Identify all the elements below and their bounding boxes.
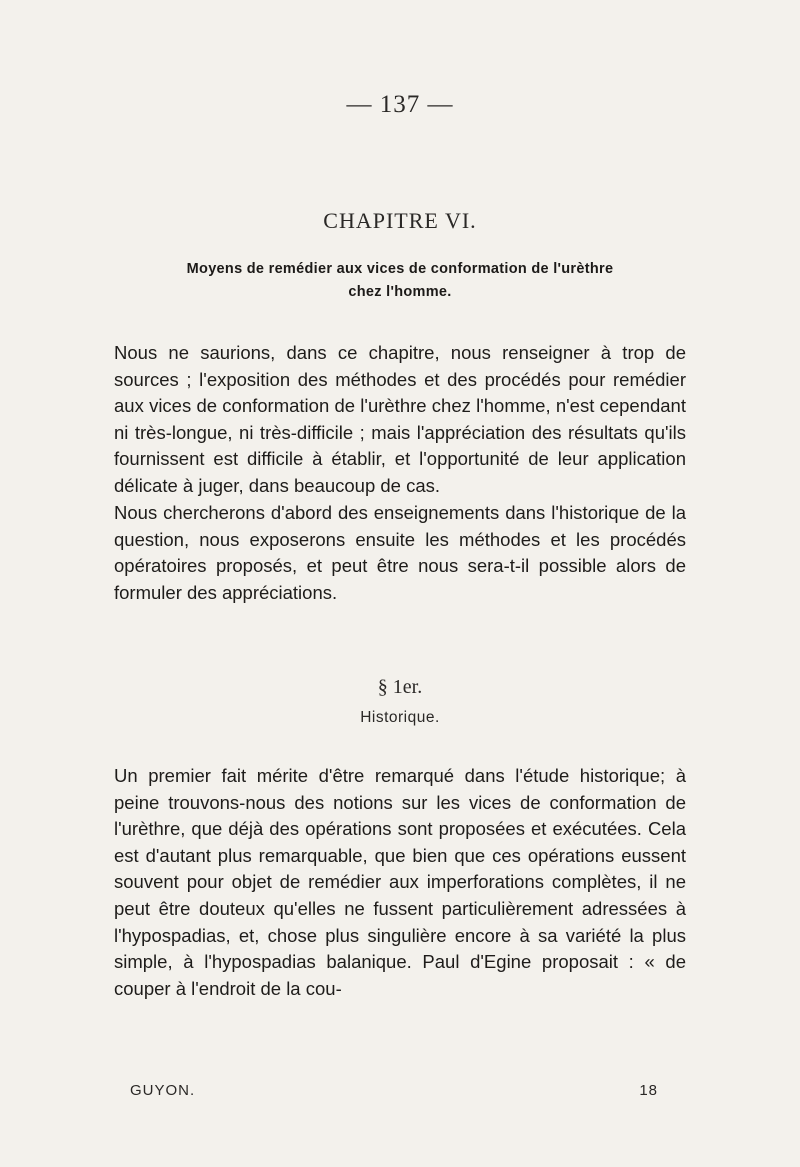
section-title: Historique. xyxy=(360,709,440,726)
chapter-subtitle xyxy=(150,258,650,304)
paragraph-text: Nous ne saurions, dans ce chapitre, nous renseigner à trop de sources ; l'exposition des méthodes et des procédés pour remédier aux vices de conformation de l'urèthre chez l'homme, n'est cependant ni très-longue, ni très-difficile ; mais l'appréciation des résultats qu'ils fournissent est difficile à établir, et l'opportunité de leur application délicate à juger, dans beaucoup de cas. xyxy=(114,342,686,496)
chapter-subtitle-line-2: chez l'homme. xyxy=(348,284,452,300)
paragraph-1 xyxy=(114,340,686,500)
chapter-subtitle-line-1: Moyens de remédier aux vices de conformation de l'urèthre xyxy=(186,261,614,277)
section-mark: § 1er. xyxy=(377,676,423,698)
paragraph-text: Nous chercherons d'abord des enseignements dans l'historique de la question, nous exposerons ensuite les méthodes et les procédés opératoires proposés, et peut être nous sera-t-il possible alors de formuler des appréciations. xyxy=(114,502,686,603)
footer-author: GUYON. xyxy=(130,1082,196,1099)
chapter-title: CHAPITRE VI. xyxy=(323,208,477,233)
paragraph-3 xyxy=(114,763,686,1002)
paragraph-2 xyxy=(114,500,686,606)
page-number: — 137 — xyxy=(346,91,454,118)
paragraph-text: Un premier fait mérite d'être remarqué dans l'étude historique; à peine trouvons-nous des notions sur les vices de conformation de l'urèthre, que déjà des opérations sont proposées et exécutées. Cela est d'autant plus remarquable, que bien que ces opérations eussent souvent pour objet de remédier aux imperforations complètes, il ne peut être douteux qu'elles ne fussent particulièrement adressées à l'hypospadias, et, chose plus singulière encore à sa variété la plus simple, à l'hypospadias balanique. Paul d'Egine proposait : « de couper à l'endroit de la cou- xyxy=(114,765,686,999)
footer-signature-mark: 18 xyxy=(639,1082,658,1099)
